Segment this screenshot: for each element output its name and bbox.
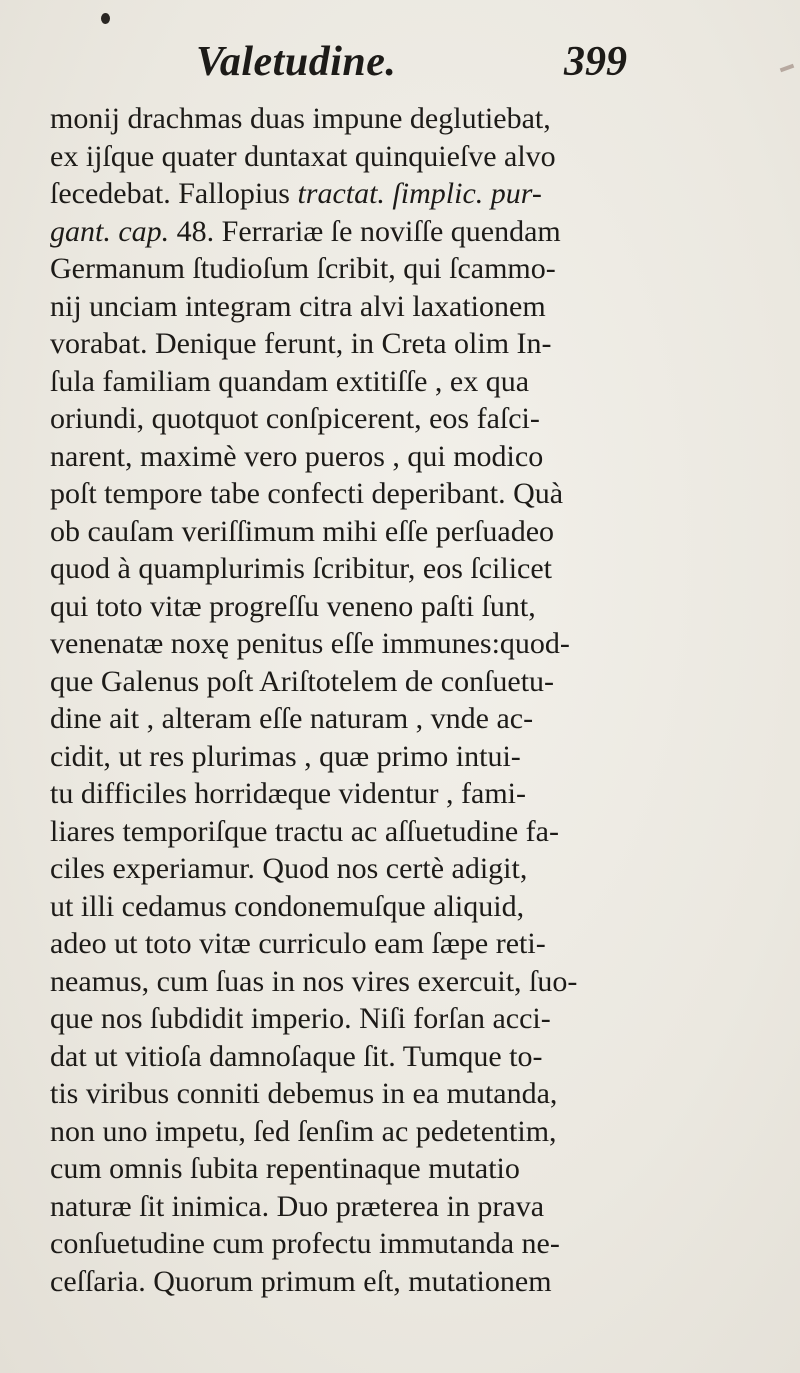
body-text	[50, 100, 800, 1300]
text-line: ſula familiam quandam extitiſſe , ex qua	[50, 364, 530, 398]
citation-italic: tractat. ſimplic. pur-	[297, 177, 542, 210]
text-line: que nos ſubdidit imperio. Niſi forſan acci-	[50, 1002, 551, 1035]
text-line: vorabat. Denique ferunt, in Creta olim In-	[50, 327, 552, 360]
text-line: nij unciam integram citra alvi laxationem	[50, 289, 546, 323]
page-number: 399	[564, 39, 627, 85]
text-line: tis viribus conniti debemus in ea mutanda,	[50, 1077, 558, 1110]
page-header	[0, 38, 800, 108]
text-line: monij drachmas duas impune deglutiebat,	[50, 102, 551, 135]
text-line: poſt tempore tabe confecti deperibant. Quà	[50, 477, 564, 510]
text-line: neamus, cum ſuas in nos vires exercuit, ſuo-	[50, 964, 578, 998]
text-segment: ſecedebat. Fallopius	[50, 177, 290, 210]
text-line: qui toto vitæ progreſſu veneno paſti ſunt,	[50, 589, 536, 623]
ink-blot	[101, 13, 110, 24]
text-line	[50, 213, 800, 251]
text-line	[50, 175, 800, 213]
text-line: ex ijſque quater duntaxat quinquieſve alvo	[50, 139, 556, 173]
text-line: tu difficiles horridæque videntur , fami-	[50, 777, 527, 810]
text-line: adeo ut toto vitæ curriculo eam ſæpe reti-	[50, 927, 546, 960]
text-line: ciles experiamur. Quod nos certè adigit,	[50, 852, 528, 885]
text-segment: 48. Ferrariæ ſe noviſſe quendam	[169, 214, 561, 248]
text-line: non uno impetu, ſed ſenſim ac pedetentim,	[50, 1114, 557, 1148]
text-line: quod à quamplurimis ſcribitur, eos ſcilicet	[50, 552, 553, 585]
running-head: Valetudine.	[196, 39, 397, 85]
text-line: naturæ ſit inimica. Duo præterea in prava	[50, 1189, 545, 1223]
text-line: venenatæ noxę penitus eſſe immunes:quod-	[50, 627, 570, 660]
text-line: cidit, ut res plurimas , quæ primo intui-	[50, 739, 521, 773]
text-line: conſuetudine cum profectu immutanda ne-	[50, 1227, 560, 1260]
text-line: liares temporiſque tractu ac aſſuetudine fa-	[50, 814, 559, 848]
text-line: ut illi cedamus condonemuſque aliquid,	[50, 889, 525, 923]
text-line: cum omnis ſubita repentinaque mutatio	[50, 1152, 520, 1185]
citation-italic: gant. cap.	[50, 214, 170, 248]
text-line: que Galenus poſt Ariſtotelem de conſuetu-	[50, 664, 555, 698]
text-line: dine ait , alteram eſſe naturam , vnde ac-	[50, 702, 534, 735]
text-line: dat ut vitioſa damnoſaque ſit. Tumque to-	[50, 1039, 543, 1073]
text-line: Germanum ſtudioſum ſcribit, qui ſcammo-	[50, 252, 556, 285]
text-line: oriundi, quotquot conſpicerent, eos faſci-	[50, 402, 540, 435]
text-line: narent, maximè vero pueros , qui modico	[50, 439, 544, 473]
text-line: ob cauſam veriſſimum mihi eſſe perſuadeo	[50, 514, 555, 548]
text-line: ceſſaria. Quorum primum eſt, mutationem	[50, 1264, 552, 1298]
